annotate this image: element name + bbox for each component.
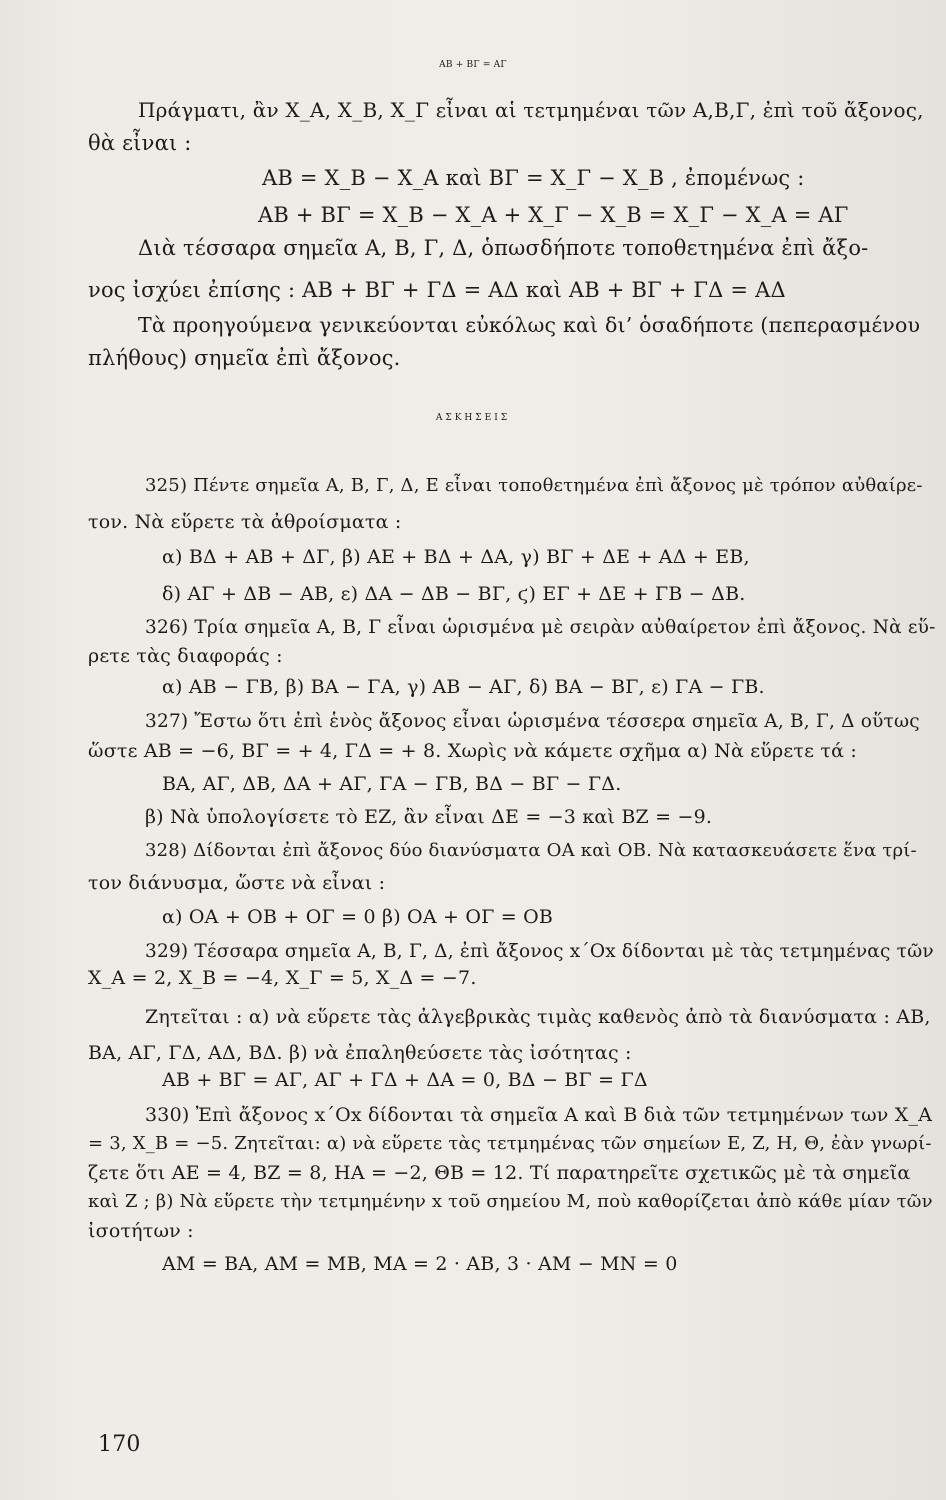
exercise-line: ζετε ὅτι AE = 4, BZ = 8, HA = −2, ΘB = 12. Τί παρατηρεῖτε σχετικῶς μὲ τὰ σημεῖα	[88, 1162, 911, 1184]
exercise-line: β) Νὰ ὑπολογίσετε τὸ EZ, ἂν εἶναι ΔE = −3 καὶ BZ = −9.	[145, 806, 713, 828]
formula-line: AB + BΓ = AΓ	[439, 60, 507, 70]
exercise-line: δ) AΓ + ΔB − AB, ε) ΔA − ΔB − BΓ, ϛ) EΓ + ΔE + ΓB − ΔB.	[162, 583, 746, 605]
exercise-line: 329) Τέσσαρα σημεῖα A, B, Γ, Δ, ἐπὶ ἄξονος x΄Ox δίδονται μὲ τὰς τετμημένας τῶν	[145, 941, 934, 962]
text-line: πλήθους) σημεῖα ἐπὶ ἄξονος.	[88, 346, 401, 370]
exercise-line: 325) Πέντε σημεῖα A, B, Γ, Δ, E εἶναι τοποθετημένα ἐπὶ ἄξονος μὲ τρόπον αὐθαίρε-	[145, 475, 923, 496]
exercise-line: καὶ Z ; β) Νὰ εὕρετε τὴν τετμημένην x τοῦ σημείου M, ποὺ καθορίζεται ἀπὸ κάθε μίαν τῶν	[88, 1191, 933, 1212]
section-title: ΑΣΚΗΣΕΙΣ	[435, 413, 511, 423]
exercise-line: τον. Νὰ εὕρετε τὰ ἀθροίσματα :	[88, 511, 402, 533]
exercise-line: = 3, X_B = −5. Ζητεῖται: α) νὰ εὕρετε τὰς τετμημένας τῶν σημείων E, Z, H, Θ, ἐὰν γνωρί-	[88, 1133, 932, 1154]
text-line: νος ἰσχύει ἐπίσης : AB + BΓ + ΓΔ = AΔ καὶ AB + BΓ + ΓΔ = AΔ	[88, 278, 786, 302]
exercise-line: ρετε τὰς διαφοράς :	[88, 645, 283, 667]
page-number: 170	[98, 1432, 141, 1457]
text-line: Πράγματι, ἂν X_A, X_B, X_Γ εἶναι αἱ τετμημέναι τῶν A,B,Γ, ἐπὶ τοῦ ἄξονος,	[138, 98, 924, 122]
exercise-line: BA, AΓ, ΓΔ, AΔ, BΔ. β) νὰ ἐπαληθεύσετε τὰς ἰσότητας :	[88, 1042, 632, 1064]
exercise-line: AB + BΓ = AΓ, AΓ + ΓΔ + ΔA = 0, BΔ − BΓ = ΓΔ	[162, 1069, 648, 1091]
exercise-line: α) AB − ΓB, β) BA − ΓA, γ) AB − AΓ, δ) BA − BΓ, ε) ΓA − ΓB.	[162, 676, 765, 698]
exercise-line: X_A = 2, X_B = −4, X_Γ = 5, X_Δ = −7.	[88, 967, 477, 989]
exercise-line: BA, AΓ, ΔB, ΔA + AΓ, ΓA − ΓB, BΔ − BΓ − ΓΔ.	[162, 773, 622, 795]
text-line: Τὰ προηγούμενα γενικεύονται εὐκόλως καὶ δι’ ὁσαδήποτε (πεπερασμένου	[138, 313, 921, 337]
text-line: Διὰ τέσσαρα σημεῖα A, B, Γ, Δ, ὁπωσδήποτε τοποθετημένα ἐπὶ ἄξο-	[138, 236, 869, 260]
exercise-line: τον διάνυσμα, ὥστε νὰ εἶναι :	[88, 872, 386, 894]
exercise-line: α) BΔ + AB + ΔΓ, β) AE + BΔ + ΔA, γ) BΓ + ΔE + AΔ + EB,	[162, 546, 750, 568]
text-line: θὰ εἶναι :	[88, 131, 192, 155]
exercise-line: Ζητεῖται : α) νὰ εὕρετε τὰς ἀλγεβρικὰς τιμὰς καθενὸς ἀπὸ τὰ διανύσματα : AB,	[145, 1006, 931, 1028]
exercise-line: 327) Ἔστω ὅτι ἐπὶ ἑνὸς ἄξονος εἶναι ὡρισμένα τέσσερα σημεῖα A, B, Γ, Δ οὕτως	[145, 711, 920, 732]
exercise-line: 328) Δίδονται ἐπὶ ἄξονος δύο διανύσματα OA καὶ OB. Νὰ κατασκευάσετε ἕνα τρί-	[145, 840, 917, 861]
exercise-line: α) OA + OB + OΓ = 0 β) OA + OΓ = OB	[162, 906, 554, 928]
formula-line: AB = X_B − X_A καὶ BΓ = X_Γ − X_B , ἐπομένως :	[262, 166, 805, 190]
exercise-line: ἰσοτήτων :	[88, 1220, 194, 1242]
exercise-line: 326) Τρία σημεῖα A, B, Γ εἶναι ὡρισμένα μὲ σειρὰν αὐθαίρετον ἐπὶ ἄξονος. Νὰ εὕ-	[145, 617, 936, 638]
exercise-line: 330) Ἐπὶ ἄξονος x΄Ox δίδονται τὰ σημεῖα A καὶ B διὰ τῶν τετμημένων των X_A	[145, 1104, 933, 1126]
formula-line: AB + BΓ = X_B − X_A + X_Γ − X_B = X_Γ − X_A = AΓ	[258, 203, 849, 227]
exercise-line: ὥστε AB = −6, BΓ = + 4, ΓΔ = + 8. Χωρὶς νὰ κάμετε σχῆμα α) Νὰ εὕρετε τά :	[88, 740, 858, 762]
exercise-line: AM = BA, AM = MB, MA = 2 · AB, 3 · AM − MN = 0	[162, 1253, 678, 1275]
